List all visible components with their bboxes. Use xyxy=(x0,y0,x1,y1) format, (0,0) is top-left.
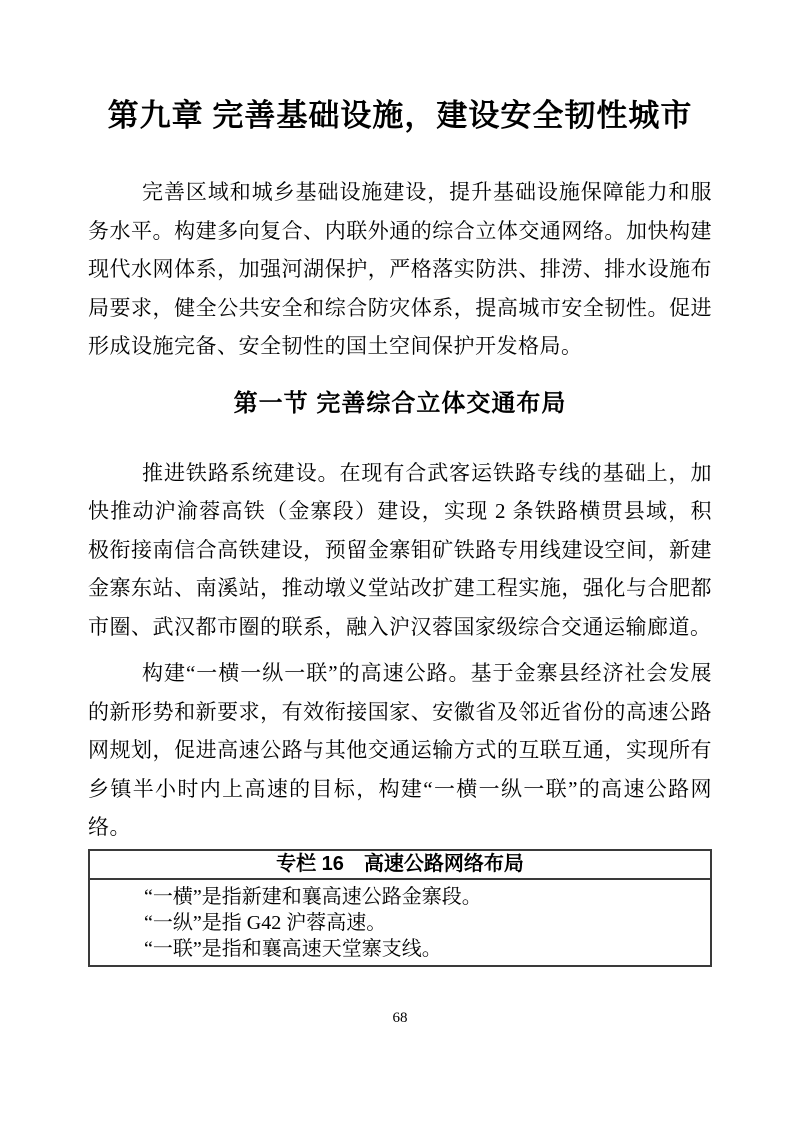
paragraph-railway: 推进铁路系统建设。在现有合武客运铁路专线的基础上，加快推动沪渝蓉高铁（金寨段）建设，实现 2 条铁路横贯县域，积极衔接南信合高铁建设，预留金寨钼矿铁路专用线建设空间，新建金寨东站、南溪站，推动墩义堂站改扩建工程实施，强化与合肥都市圈、武汉都市圈的联系，融入沪汉蓉国家级综合交通运输廊道。 xyxy=(88,460,712,639)
intro-paragraph: 完善区域和城乡基础设施建设，提升基础设施保障能力和服务水平。构建多向复合、内联外通的综合立体交通网络。加快构建现代水网体系，加强河湖保护，严格落实防洪、排涝、排水设施布局要求，健全公共安全和综合防灾体系，提高城市安全韧性。促进形成设施完备、安全韧性的国土空间保护开发格局。 xyxy=(88,180,712,358)
callout-box-title: 专栏 16 高速公路网络布局 xyxy=(90,851,710,880)
section-heading: 第一节 完善综合立体交通布局 xyxy=(233,389,567,417)
callout-item: “一联”是指和襄高速天堂寨支线。 xyxy=(144,937,442,960)
paragraph-highway: 构建“一横一纵一联”的高速公路。基于金寨县经济社会发展的新形势和新要求，有效衔接国家、安徽省及邻近省份的高速公路网规划，促进高速公路与其他交通运输方式的互联互通，实现所有乡镇半小时内上高速的目标，构建“一横一纵一联”的高速公路网络。 xyxy=(88,661,712,839)
page-number: 68 xyxy=(392,1009,408,1026)
callout-item: “一纵”是指 G42 沪蓉高速。 xyxy=(144,911,387,934)
chapter-title: 第九章 完善基础设施，建设安全韧性城市 xyxy=(107,98,693,133)
callout-box xyxy=(88,849,712,967)
callout-item: “一横”是指新建和襄高速公路金寨段。 xyxy=(144,885,482,908)
callout-box-body xyxy=(90,880,710,965)
